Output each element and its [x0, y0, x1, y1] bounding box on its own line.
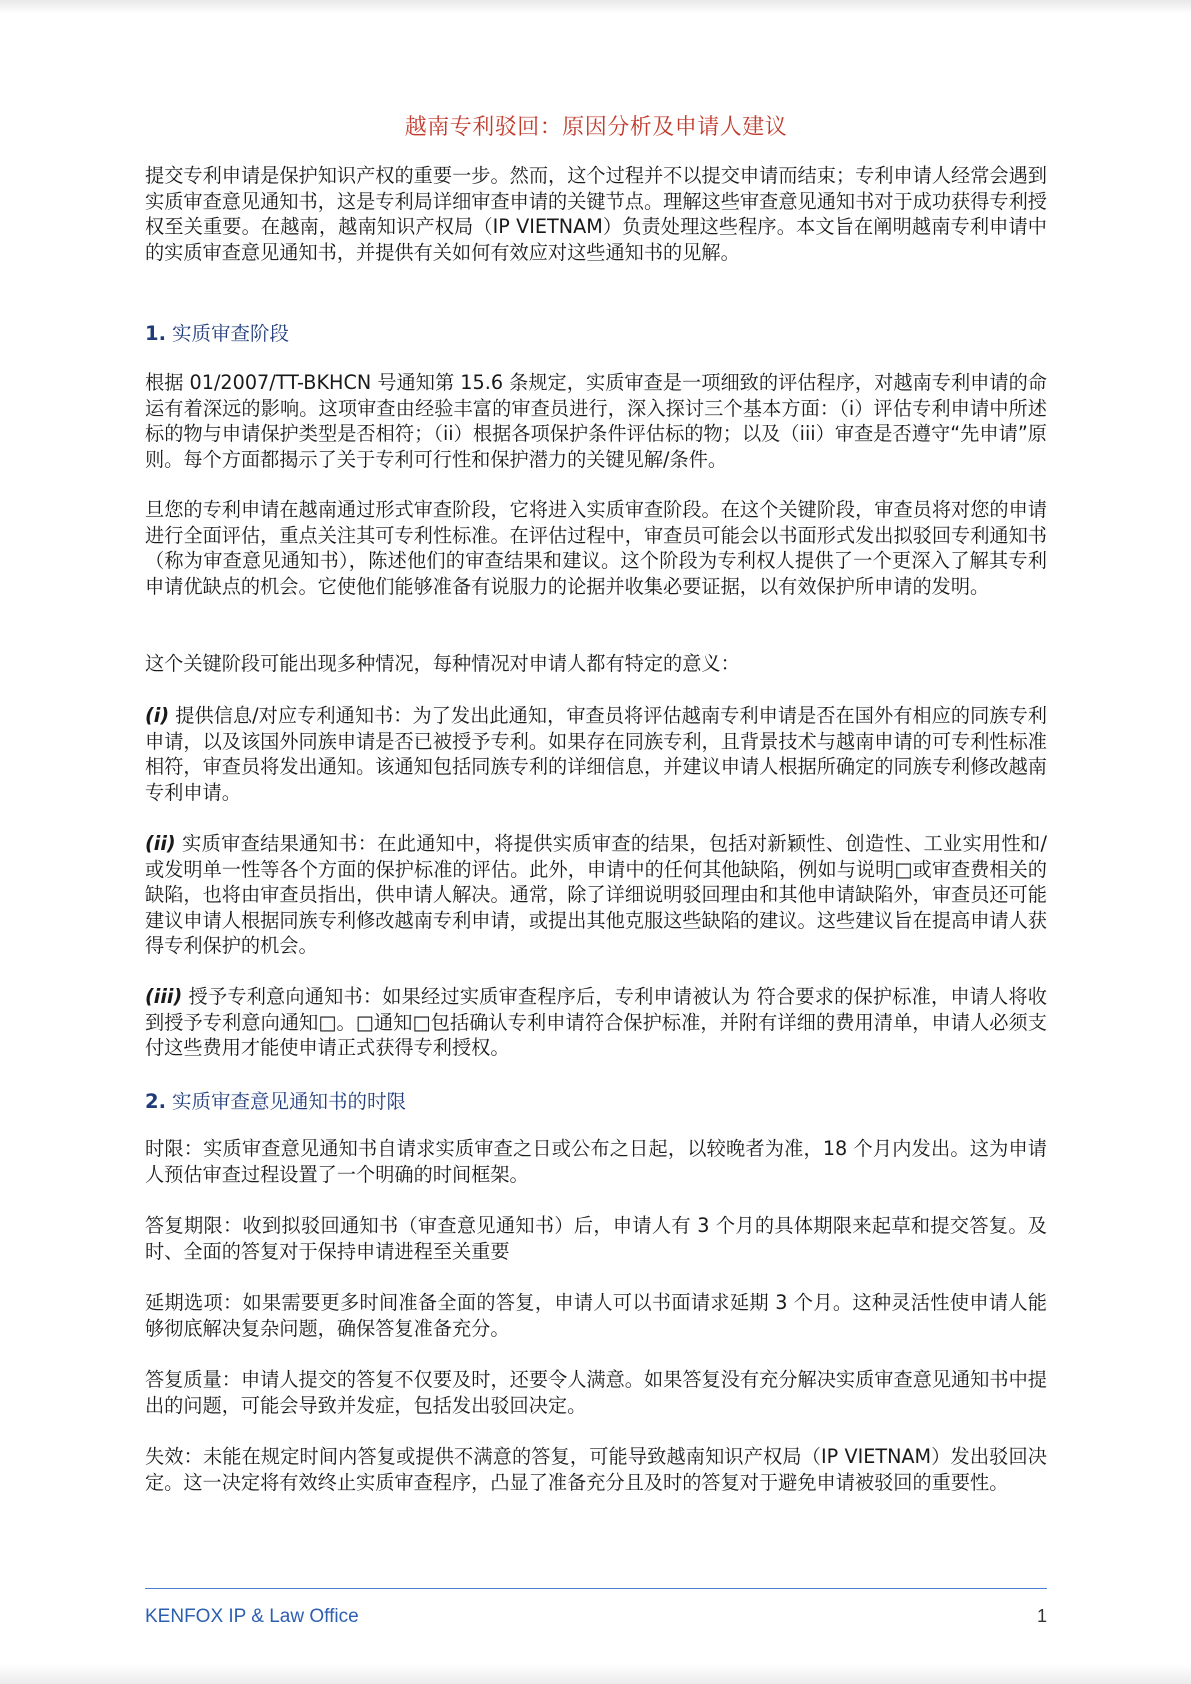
section-1-paragraph-1: 根据 01/2007/TT-BKHCN 号通知第 15.6 条规定，实质审查是一项细致的评估程序，对越南专利申请的命运有着深远的影响。这项审查由经验丰富的审查员进行，深入探讨三个基本方面：（i）评估专利申请中所述标的物与申请保护类型是否相符；（ii）根据各项保护条件评估标的物；以及（iii）审查是否遵守“先申请”原则。每个方面都揭示了关于专利可行性和保护潜力的关键见解/条件。: [145, 371, 1047, 471]
footer-page-number: 1: [1036, 1606, 1047, 1626]
section-2-extension-option: 延期选项：如果需要更多时间准备全面的答复，申请人可以书面请求延期 3 个月。这种灵活性使申请人能够彻底解决复杂问题，确保答复准备充分。: [145, 1291, 1047, 1340]
scenario-item-ii-label: (ii): [145, 832, 176, 855]
section-1-paragraph-3: 这个关键阶段可能出现多种情况，每种情况对申请人都有特定的意义：: [145, 652, 740, 675]
scenario-item-ii-text: 实质审查结果通知书：在此通知中，将提供实质审查的结果，包括对新颖性、创造性、工业实用性和/或发明单一性等各个方面的保护标准的评估。此外，申请中的任何其他缺陷，例如与说明□或审查费相关的缺陷，也将由审查员指出，供申请人解决。通常，除了详细说明驳回理由和其他申请缺陷外，审查员还可能建议申请人根据同族专利修改越南专利申请，或提出其他克服这些缺陷的建议。这些建议旨在提高申请人获得专利保护的机会。: [145, 832, 1047, 958]
intro-paragraph: 提交专利申请是保护知识产权的重要一步。然而，这个过程并不以提交申请而结束；专利申请人经常会遇到实质审查意见通知书，这是专利局详细审查申请的关键节点。理解这些审查意见通知书对于成功获得专利授权至关重要。在越南，越南知识产权局（IP VIETNAM）负责处理这些程序。本文旨在阐明越南专利申请中的实质审查意见通知书，并提供有关如何有效应对这些通知书的见解。: [145, 164, 1047, 264]
section-1-paragraph-2: 旦您的专利申请在越南通过形式审查阶段，它将进入实质审查阶段。在这个关键阶段，审查员将对您的申请进行全面评估，重点关注其可专利性标准。在评估过程中，审查员可能会以书面形式发出拟驳回专利通知书（称为审查意见通知书），陈述他们的审查结果和建议。这个阶段为专利权人提供了一个更深入了解其专利申请优缺点的机会。它使他们能够准备有说服力的论据并收集必要证据，以有效保护所申请的发明。: [145, 498, 1047, 598]
scenario-item-i-label: (i): [145, 704, 170, 727]
section-2-response-deadline: 答复期限：收到拟驳回通知书（审查意见通知书）后，申请人有 3 个月的具体期限来起草和提交答复。及时、全面的答复对于保持申请进程至关重要: [145, 1214, 1047, 1263]
section-2-heading: [145, 1086, 406, 1114]
scenario-item-iii-text: 授予专利意向通知书：如果经过实质审查程序后，专利申请被认为 符合要求的保护标准，申请人将收到授予专利意向通知□。□通知□包括确认专利申请符合保护标准，并附有详细的费用清单，申请人必须支付这些费用才能使申请正式获得专利授权。: [145, 985, 1047, 1060]
section-2-number: 2.: [145, 1090, 166, 1113]
footer-divider: [145, 1588, 1047, 1589]
section-2-time-limit: 时限：实质审查意见通知书自请求实质审查之日或公布之日起，以较晚者为准，18 个月内发出。这为申请人预估审查过程设置了一个明确的时间框架。: [145, 1137, 1047, 1186]
section-1-title: 实质审查阶段: [171, 322, 289, 345]
scenario-item-iii-label: (iii): [145, 985, 183, 1008]
section-2-lapse: 失效：未能在规定时间内答复或提供不满意的答复，可能导致越南知识产权局（IP VIETNAM）发出驳回决定。这一决定将有效终止实质审查程序，凸显了准备充分且及时的答复对于避免申请被驳回的重要性。: [145, 1445, 1047, 1494]
section-2-title: 实质审查意见通知书的时限: [171, 1090, 406, 1113]
footer-organization: KENFOX IP & Law Office: [145, 1606, 359, 1627]
document-title: 越南专利驳回：原因分析及申请人建议: [404, 115, 788, 140]
scenario-item-iii: [145, 984, 1047, 1061]
section-2-response-quality: 答复质量：申请人提交的答复不仅要及时，还要令人满意。如果答复没有充分解决实质审查意见通知书中提出的问题，可能会导致并发症，包括发出驳回决定。: [145, 1368, 1047, 1417]
section-1-number: 1.: [145, 322, 166, 345]
scenario-item-i-text: 提供信息/对应专利通知书：为了发出此通知，审查员将评估越南专利申请是否在国外有相应的同族专利申请，以及该国外同族申请是否已被授予专利。如果存在同族专利，且背景技术与越南申请的可专利性标准相符，审查员将发出通知。该通知包括同族专利的详细信息，并建议申请人根据所确定的同族专利修改越南专利申请。: [145, 704, 1047, 804]
section-1-heading: [145, 318, 289, 346]
scenario-item-i: [145, 703, 1047, 805]
scenario-item-ii: [145, 831, 1047, 959]
